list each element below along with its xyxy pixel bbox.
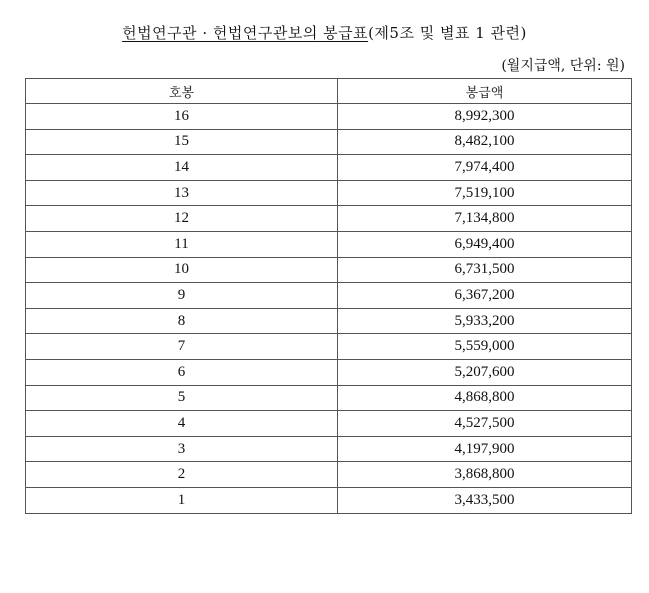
grade-cell: 6 xyxy=(26,359,338,385)
salary-cell: 4,197,900 xyxy=(338,436,632,462)
table-row xyxy=(26,462,632,488)
grade-cell: 14 xyxy=(26,155,338,181)
table-row xyxy=(26,334,632,360)
table-row xyxy=(26,308,632,334)
table-row xyxy=(26,283,632,309)
grade-cell: 10 xyxy=(26,257,338,283)
table-row xyxy=(26,385,632,411)
table-row xyxy=(26,487,632,513)
grade-cell: 8 xyxy=(26,308,338,334)
grade-cell: 5 xyxy=(26,385,338,411)
grade-cell: 2 xyxy=(26,462,338,488)
salary-cell: 5,559,000 xyxy=(338,334,632,360)
table-row xyxy=(26,436,632,462)
salary-cell: 3,868,800 xyxy=(338,462,632,488)
salary-cell: 6,949,400 xyxy=(338,231,632,257)
grade-cell: 11 xyxy=(26,231,338,257)
table-row xyxy=(26,359,632,385)
salary-cell: 8,482,100 xyxy=(338,129,632,155)
document-title-suffix: (제5조 및 별표 1 관련) xyxy=(368,24,527,42)
table-row xyxy=(26,257,632,283)
table-header-row xyxy=(26,79,632,104)
salary-cell: 7,134,800 xyxy=(338,206,632,232)
salary-cell: 7,519,100 xyxy=(338,180,632,206)
column-header-salary: 봉급액 xyxy=(338,79,632,104)
salary-cell: 6,367,200 xyxy=(338,283,632,309)
grade-cell: 15 xyxy=(26,129,338,155)
table-row xyxy=(26,129,632,155)
salary-cell: 7,974,400 xyxy=(338,155,632,181)
salary-cell: 6,731,500 xyxy=(338,257,632,283)
salary-cell: 8,992,300 xyxy=(338,104,632,130)
table-row xyxy=(26,231,632,257)
grade-cell: 4 xyxy=(26,411,338,437)
grade-cell: 12 xyxy=(26,206,338,232)
column-header-grade: 호봉 xyxy=(26,79,338,104)
unit-note: (월지급액, 단위: 원) xyxy=(501,58,625,74)
grade-cell: 16 xyxy=(26,104,338,130)
grade-cell: 1 xyxy=(26,487,338,513)
salary-cell: 4,527,500 xyxy=(338,411,632,437)
salary-cell: 5,207,600 xyxy=(338,359,632,385)
table-row xyxy=(26,206,632,232)
table-row xyxy=(26,155,632,181)
table-row xyxy=(26,180,632,206)
salary-cell: 3,433,500 xyxy=(338,487,632,513)
salary-table xyxy=(25,78,632,514)
table-row xyxy=(26,104,632,130)
salary-cell: 4,868,800 xyxy=(338,385,632,411)
document-title xyxy=(0,22,649,43)
grade-cell: 13 xyxy=(26,180,338,206)
grade-cell: 3 xyxy=(26,436,338,462)
grade-cell: 7 xyxy=(26,334,338,360)
salary-cell: 5,933,200 xyxy=(338,308,632,334)
table-row xyxy=(26,411,632,437)
document-title-main: 헌법연구관 · 헌법연구관보의 봉급표 xyxy=(122,24,369,42)
grade-cell: 9 xyxy=(26,283,338,309)
